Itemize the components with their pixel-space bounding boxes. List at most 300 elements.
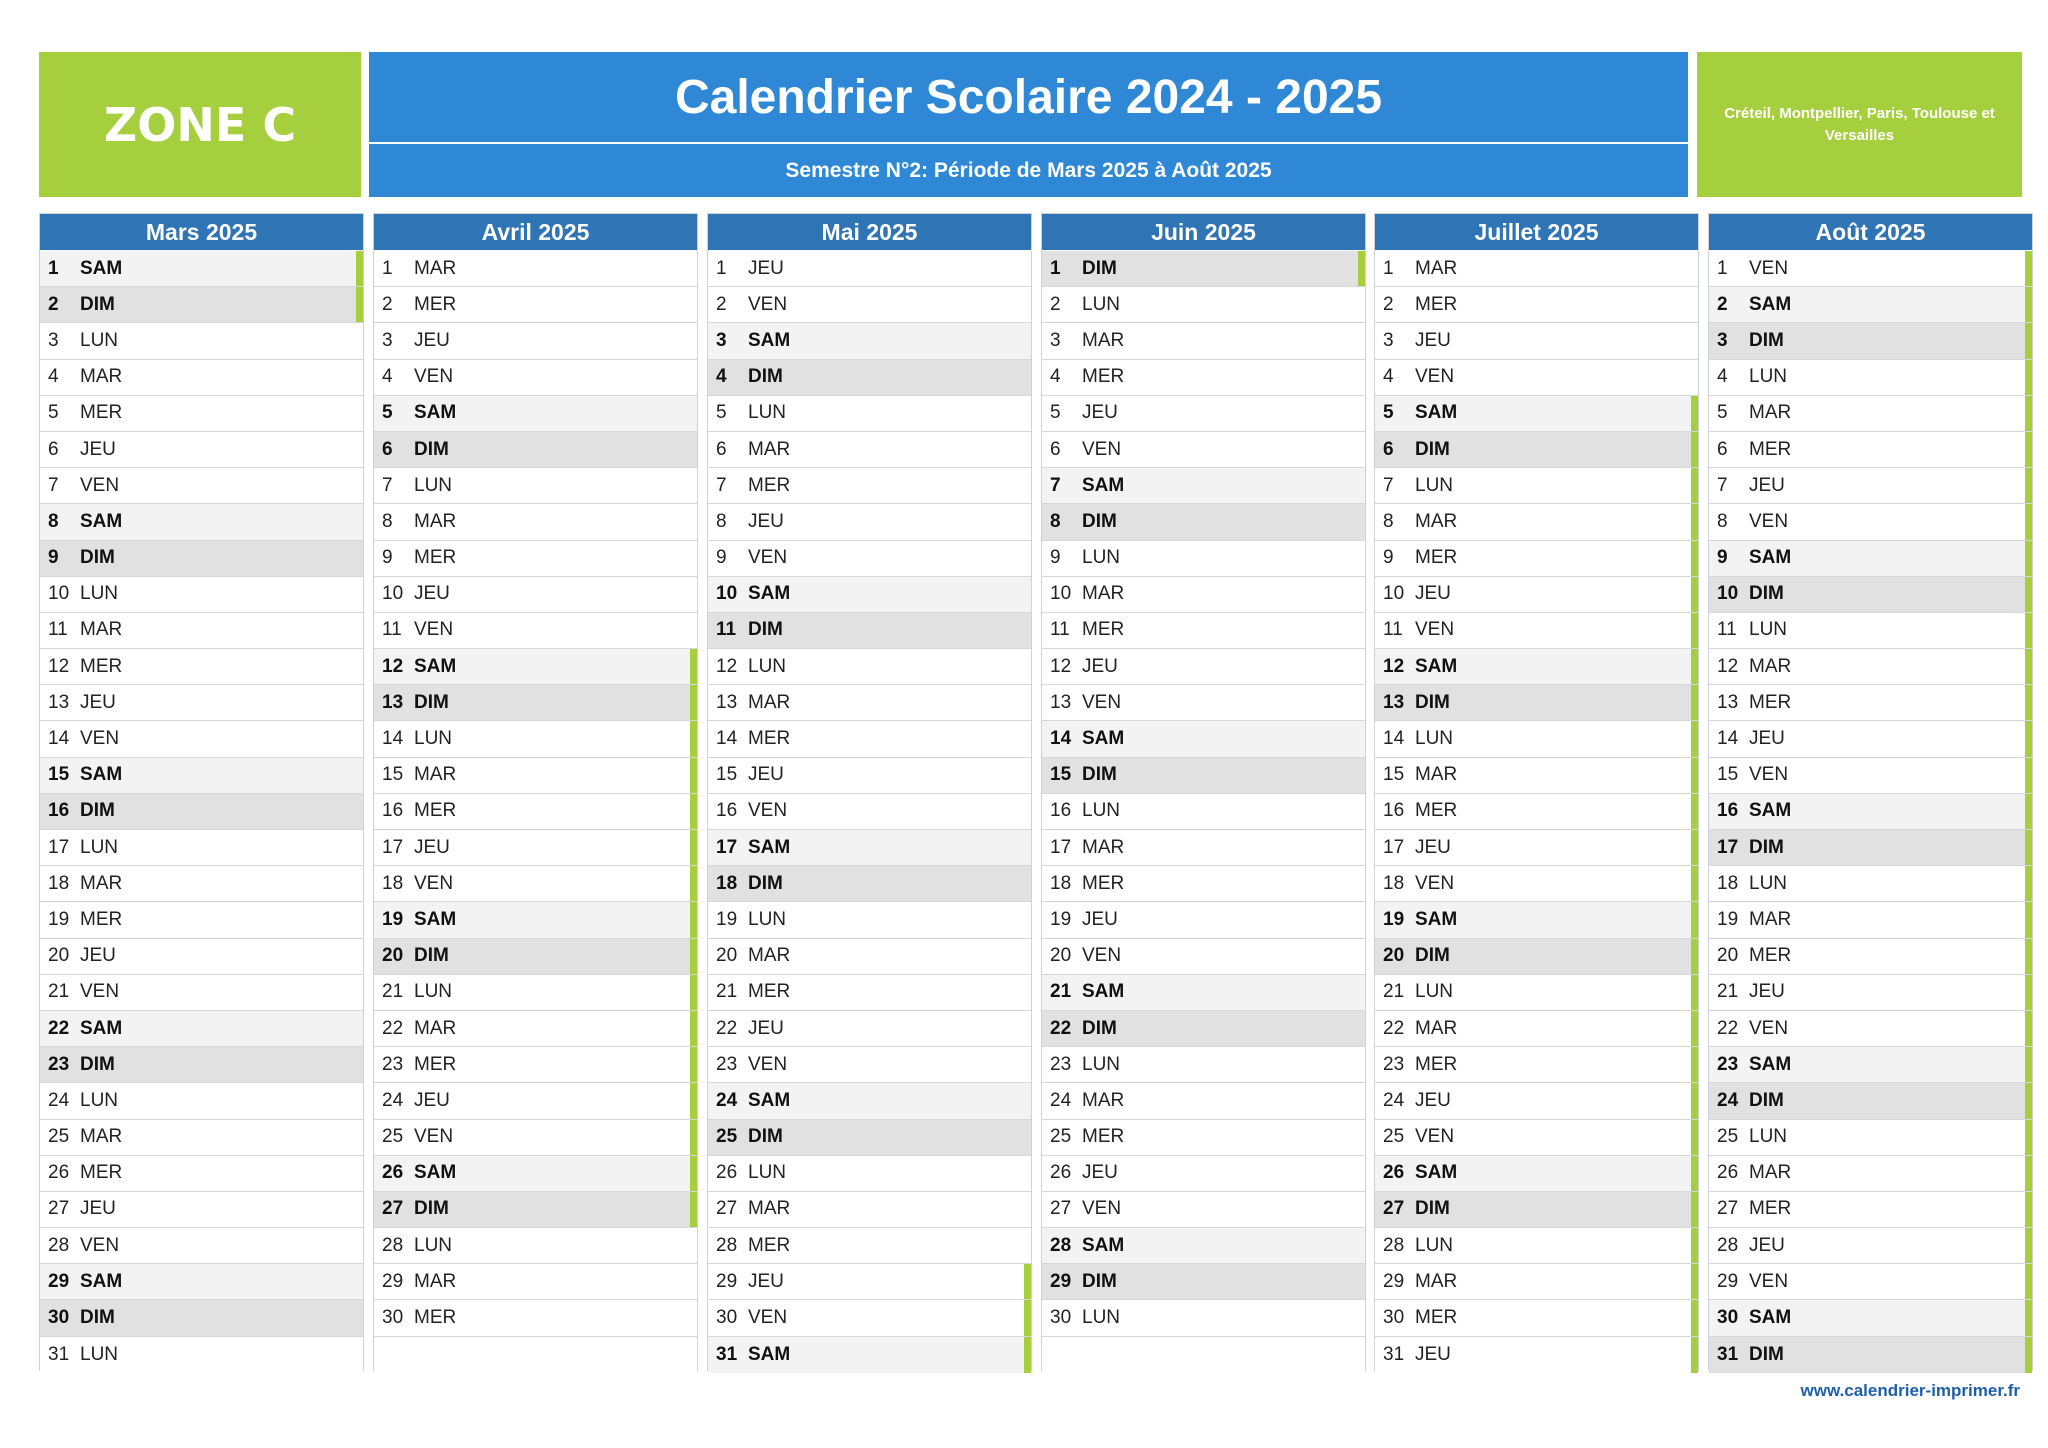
day-row [708, 1264, 1031, 1300]
holiday-marker [2025, 251, 2032, 286]
weekday-label: DIM [80, 1307, 115, 1329]
day-number: 29 [1383, 1270, 1405, 1292]
month-header: Juin 2025 [1042, 214, 1365, 251]
month-header: Mai 2025 [708, 214, 1031, 251]
weekday-label: JEU [414, 329, 450, 351]
day-row [1709, 830, 2032, 866]
weekday-label: LUN [1749, 872, 1788, 894]
day-row [1375, 1047, 1698, 1083]
day-row [1375, 468, 1698, 504]
day-number: 31 [1717, 1343, 1739, 1365]
day-number: 20 [382, 945, 404, 967]
holiday-marker [1691, 1337, 1698, 1373]
day-row [708, 1337, 1031, 1373]
day-row [374, 504, 697, 540]
holiday-marker [1024, 1337, 1031, 1373]
day-number: 8 [1050, 510, 1061, 532]
day-number: 8 [382, 510, 393, 532]
day-number: 2 [48, 293, 59, 315]
day-row [1709, 1337, 2032, 1373]
day-number: 12 [48, 655, 70, 677]
weekday-label: MER [414, 293, 457, 315]
day-number: 7 [716, 474, 727, 496]
day-number: 14 [716, 728, 738, 750]
weekday-label: LUN [80, 329, 119, 351]
day-number: 22 [382, 1017, 404, 1039]
day-row [40, 794, 363, 830]
day-row [1042, 721, 1365, 757]
holiday-marker [2025, 649, 2032, 684]
day-number: 16 [1050, 800, 1072, 822]
day-number: 1 [1383, 257, 1394, 279]
day-number: 27 [382, 1198, 404, 1220]
day-number: 2 [382, 293, 393, 315]
day-row [1042, 902, 1365, 938]
weekday-label: VEN [80, 1234, 120, 1256]
day-row [1375, 1192, 1698, 1228]
day-number: 22 [1383, 1017, 1405, 1039]
weekday-label: DIM [414, 438, 449, 460]
weekday-label: LUN [1082, 1307, 1121, 1329]
day-number: 18 [382, 872, 404, 894]
day-row [40, 1047, 363, 1083]
day-number: 30 [1383, 1307, 1405, 1329]
holiday-marker [690, 1047, 697, 1082]
day-row [1709, 1192, 2032, 1228]
day-row [40, 323, 363, 359]
day-number: 7 [48, 474, 59, 496]
day-number: 3 [1050, 329, 1061, 351]
day-number: 7 [1717, 474, 1728, 496]
weekday-label: VEN [748, 800, 788, 822]
day-number: 8 [716, 510, 727, 532]
day-number: 21 [716, 981, 738, 1003]
weekday-label: MER [414, 1307, 457, 1329]
day-number: 7 [1383, 474, 1394, 496]
weekday-label: MER [80, 655, 123, 677]
weekday-label: LUN [1082, 293, 1121, 315]
day-number: 14 [1717, 728, 1739, 750]
holiday-marker [2025, 1011, 2032, 1046]
holiday-marker [2025, 1120, 2032, 1155]
weekday-label: VEN [1082, 1198, 1122, 1220]
weekday-label: LUN [1415, 474, 1454, 496]
weekday-label: VEN [1749, 764, 1789, 786]
day-row [40, 1156, 363, 1192]
weekday-label: VEN [1415, 872, 1455, 894]
weekday-label: SAM [1415, 1162, 1458, 1184]
day-row [1709, 1156, 2032, 1192]
holiday-marker [1691, 468, 1698, 503]
day-row [1042, 396, 1365, 432]
month-header: Août 2025 [1709, 214, 2032, 251]
day-row [1375, 830, 1698, 866]
holiday-marker [1691, 577, 1698, 612]
day-row [708, 432, 1031, 468]
day-number: 18 [48, 872, 70, 894]
day-number: 22 [1717, 1017, 1739, 1039]
day-row [1709, 1047, 2032, 1083]
day-number: 17 [1050, 836, 1072, 858]
weekday-label: MAR [80, 872, 123, 894]
day-number: 25 [1383, 1126, 1405, 1148]
day-row [1042, 758, 1365, 794]
holiday-marker [2025, 468, 2032, 503]
day-row [40, 504, 363, 540]
weekday-label: MER [1082, 619, 1125, 641]
holiday-marker [1691, 613, 1698, 648]
weekday-label: LUN [1082, 800, 1121, 822]
day-row [708, 649, 1031, 685]
weekday-label: DIM [414, 691, 449, 713]
weekday-label: SAM [1749, 800, 1792, 822]
day-row [374, 468, 697, 504]
day-number: 21 [48, 981, 70, 1003]
day-row [708, 975, 1031, 1011]
holiday-marker [2025, 1228, 2032, 1263]
day-row [1375, 1228, 1698, 1264]
day-row [708, 721, 1031, 757]
day-row [1042, 287, 1365, 323]
day-row [1709, 1083, 2032, 1119]
day-row [1709, 287, 2032, 323]
day-number: 17 [48, 836, 70, 858]
day-number: 23 [1383, 1053, 1405, 1075]
day-row [40, 939, 363, 975]
day-row [708, 758, 1031, 794]
day-row [708, 1156, 1031, 1192]
day-row [1375, 396, 1698, 432]
day-row [1709, 396, 2032, 432]
holiday-marker [690, 939, 697, 974]
holiday-marker [2025, 721, 2032, 756]
day-row [1042, 1047, 1365, 1083]
day-row [1709, 360, 2032, 396]
day-row [1375, 541, 1698, 577]
holiday-marker [1691, 685, 1698, 720]
weekday-label: LUN [1082, 547, 1121, 569]
weekday-label: VEN [1415, 1126, 1455, 1148]
holiday-marker [2025, 1264, 2032, 1299]
holiday-marker [356, 251, 363, 286]
day-number: 3 [382, 329, 393, 351]
weekday-label: MAR [414, 1017, 457, 1039]
day-row [1375, 685, 1698, 721]
day-number: 22 [716, 1017, 738, 1039]
day-row [40, 649, 363, 685]
weekday-label: MAR [414, 257, 457, 279]
weekday-label: DIM [80, 1053, 115, 1075]
day-row [1375, 251, 1698, 287]
day-number: 4 [382, 366, 393, 388]
holiday-marker [2025, 287, 2032, 322]
weekday-label: MAR [414, 1270, 457, 1292]
day-number: 16 [48, 800, 70, 822]
day-row [1709, 1120, 2032, 1156]
day-number: 4 [1383, 366, 1394, 388]
day-number: 13 [382, 691, 404, 713]
day-number: 3 [48, 329, 59, 351]
day-row [1042, 1083, 1365, 1119]
weekday-label: MAR [80, 366, 123, 388]
day-number: 10 [716, 583, 738, 605]
day-row [1042, 577, 1365, 613]
day-row [40, 251, 363, 287]
day-row [708, 468, 1031, 504]
day-number: 3 [1383, 329, 1394, 351]
day-row [1375, 902, 1698, 938]
holiday-marker [1691, 1120, 1698, 1155]
day-number: 10 [1717, 583, 1739, 605]
day-number: 29 [48, 1270, 70, 1292]
holiday-marker [1691, 975, 1698, 1010]
day-row [1709, 685, 2032, 721]
holiday-marker [690, 866, 697, 901]
weekday-label: VEN [414, 619, 454, 641]
day-number: 25 [48, 1126, 70, 1148]
day-row [1375, 323, 1698, 359]
day-number: 9 [1050, 547, 1061, 569]
day-number: 27 [716, 1198, 738, 1220]
weekday-label: LUN [80, 583, 119, 605]
day-row [1375, 1011, 1698, 1047]
page-title: Calendrier Scolaire 2024 - 2025 [369, 52, 1688, 144]
weekday-label: JEU [1082, 908, 1118, 930]
weekday-label: LUN [80, 1343, 119, 1365]
day-number: 9 [382, 547, 393, 569]
holiday-marker [1024, 1300, 1031, 1335]
holiday-marker [690, 1120, 697, 1155]
day-row [40, 830, 363, 866]
day-row [1042, 794, 1365, 830]
weekday-label: VEN [80, 728, 120, 750]
weekday-label: LUN [80, 836, 119, 858]
day-number: 29 [1050, 1270, 1072, 1292]
weekday-label: DIM [1749, 329, 1784, 351]
weekday-label: DIM [748, 619, 783, 641]
weekday-label: MER [1415, 1053, 1458, 1075]
day-row [1042, 649, 1365, 685]
weekday-label: MER [414, 547, 457, 569]
weekday-label: MAR [1082, 836, 1125, 858]
weekday-label: MER [1749, 691, 1792, 713]
weekday-label: VEN [414, 366, 454, 388]
day-number: 3 [1717, 329, 1728, 351]
weekday-label: SAM [80, 764, 123, 786]
day-row [1375, 721, 1698, 757]
day-number: 1 [716, 257, 727, 279]
day-row [40, 468, 363, 504]
weekday-label: DIM [1082, 257, 1117, 279]
weekday-label: MER [1749, 945, 1792, 967]
weekday-label: SAM [1749, 293, 1792, 315]
weekday-label: MAR [748, 438, 791, 460]
day-row [40, 866, 363, 902]
day-row [40, 758, 363, 794]
weekday-label: DIM [1749, 836, 1784, 858]
day-row [1375, 1156, 1698, 1192]
holiday-marker [1691, 1047, 1698, 1082]
day-number: 20 [716, 945, 738, 967]
weekday-label: SAM [1749, 1053, 1792, 1075]
website-link[interactable]: www.calendrier-imprimer.fr [1800, 1381, 2020, 1400]
day-number: 9 [1383, 547, 1394, 569]
day-row [1375, 866, 1698, 902]
day-row [708, 685, 1031, 721]
day-row [708, 1083, 1031, 1119]
day-number: 11 [382, 619, 402, 641]
day-number: 24 [1050, 1089, 1072, 1111]
day-row [1042, 504, 1365, 540]
weekday-label: MAR [748, 691, 791, 713]
day-row [40, 577, 363, 613]
weekday-label: DIM [1082, 1270, 1117, 1292]
weekday-label: MER [748, 474, 791, 496]
holiday-marker [2025, 1300, 2032, 1335]
weekday-label: MAR [1415, 764, 1458, 786]
weekday-label: MAR [1749, 1162, 1792, 1184]
weekday-label: SAM [1749, 547, 1792, 569]
holiday-marker [1691, 866, 1698, 901]
weekday-label: MAR [1749, 908, 1792, 930]
day-row [40, 721, 363, 757]
day-row [40, 1011, 363, 1047]
weekday-label: DIM [1749, 583, 1784, 605]
day-row [374, 685, 697, 721]
day-row [1709, 794, 2032, 830]
empty-day-row [1042, 1337, 1365, 1373]
day-number: 5 [1050, 402, 1061, 424]
holiday-marker [2025, 1337, 2032, 1373]
weekday-label: JEU [1082, 655, 1118, 677]
day-row [708, 902, 1031, 938]
day-row [40, 1300, 363, 1336]
weekday-label: LUN [1415, 728, 1454, 750]
weekday-label: SAM [80, 1270, 123, 1292]
day-number: 8 [1717, 510, 1728, 532]
weekday-label: MER [1415, 547, 1458, 569]
weekday-label: MAR [748, 945, 791, 967]
weekday-label: VEN [1749, 1270, 1789, 1292]
day-row [1709, 975, 2032, 1011]
day-row [1709, 902, 2032, 938]
day-number: 30 [1717, 1307, 1739, 1329]
holiday-marker [1691, 541, 1698, 576]
weekday-label: LUN [1749, 1126, 1788, 1148]
day-number: 18 [1383, 872, 1405, 894]
day-row [40, 1228, 363, 1264]
day-number: 28 [1383, 1234, 1405, 1256]
holiday-marker [2025, 1047, 2032, 1082]
weekday-label: MAR [1415, 1270, 1458, 1292]
weekday-label: SAM [748, 329, 791, 351]
weekday-label: LUN [748, 908, 787, 930]
weekday-label: DIM [1749, 1089, 1784, 1111]
weekday-label: LUN [748, 402, 787, 424]
day-row [40, 1083, 363, 1119]
weekday-label: SAM [1415, 908, 1458, 930]
day-number: 27 [1383, 1198, 1405, 1220]
weekday-label: JEU [414, 836, 450, 858]
day-row [1375, 1337, 1698, 1373]
day-number: 5 [1717, 402, 1728, 424]
day-row [708, 396, 1031, 432]
month-column [373, 213, 698, 1371]
holiday-marker [1691, 1011, 1698, 1046]
weekday-label: SAM [1415, 655, 1458, 677]
day-row [374, 251, 697, 287]
holiday-marker [2025, 432, 2032, 467]
holiday-marker [1358, 251, 1365, 286]
day-row [374, 794, 697, 830]
weekday-label: VEN [1749, 1017, 1789, 1039]
holiday-marker [2025, 794, 2032, 829]
month-header: Juillet 2025 [1375, 214, 1698, 251]
day-row [1375, 649, 1698, 685]
day-row [374, 830, 697, 866]
day-row [1042, 866, 1365, 902]
holiday-marker [2025, 613, 2032, 648]
day-row [708, 541, 1031, 577]
weekday-label: JEU [1749, 981, 1785, 1003]
holiday-marker [2025, 577, 2032, 612]
day-row [1709, 1264, 2032, 1300]
day-number: 23 [382, 1053, 404, 1075]
holiday-marker [1691, 1156, 1698, 1191]
day-number: 10 [1383, 583, 1405, 605]
day-number: 1 [1050, 257, 1061, 279]
day-number: 28 [1717, 1234, 1739, 1256]
day-row [708, 504, 1031, 540]
day-row [1375, 975, 1698, 1011]
day-number: 30 [48, 1307, 70, 1329]
day-number: 6 [1717, 438, 1728, 460]
holiday-marker [2025, 902, 2032, 937]
weekday-label: DIM [1415, 945, 1450, 967]
holiday-marker [1691, 758, 1698, 793]
weekday-label: JEU [1749, 474, 1785, 496]
holiday-marker [1691, 939, 1698, 974]
day-row [1042, 1192, 1365, 1228]
weekday-label: DIM [1082, 510, 1117, 532]
weekday-label: SAM [80, 257, 123, 279]
holiday-marker [2025, 1192, 2032, 1227]
day-row [374, 396, 697, 432]
weekday-label: LUN [1749, 619, 1788, 641]
day-row [708, 866, 1031, 902]
holiday-marker [2025, 323, 2032, 358]
day-number: 21 [382, 981, 404, 1003]
day-number: 20 [1383, 945, 1405, 967]
day-row [1042, 1300, 1365, 1336]
holiday-marker [690, 830, 697, 865]
day-number: 2 [1383, 293, 1394, 315]
weekday-label: SAM [1082, 981, 1125, 1003]
weekday-label: DIM [1415, 1198, 1450, 1220]
holiday-marker [2025, 939, 2032, 974]
weekday-label: MER [748, 981, 791, 1003]
day-row [1375, 1120, 1698, 1156]
day-row [1709, 432, 2032, 468]
day-row [1375, 758, 1698, 794]
day-number: 27 [1050, 1198, 1072, 1220]
weekday-label: MAR [1415, 1017, 1458, 1039]
day-row [40, 613, 363, 649]
day-row [1042, 1156, 1365, 1192]
weekday-label: MAR [414, 510, 457, 532]
holiday-marker [2025, 830, 2032, 865]
day-row [708, 613, 1031, 649]
